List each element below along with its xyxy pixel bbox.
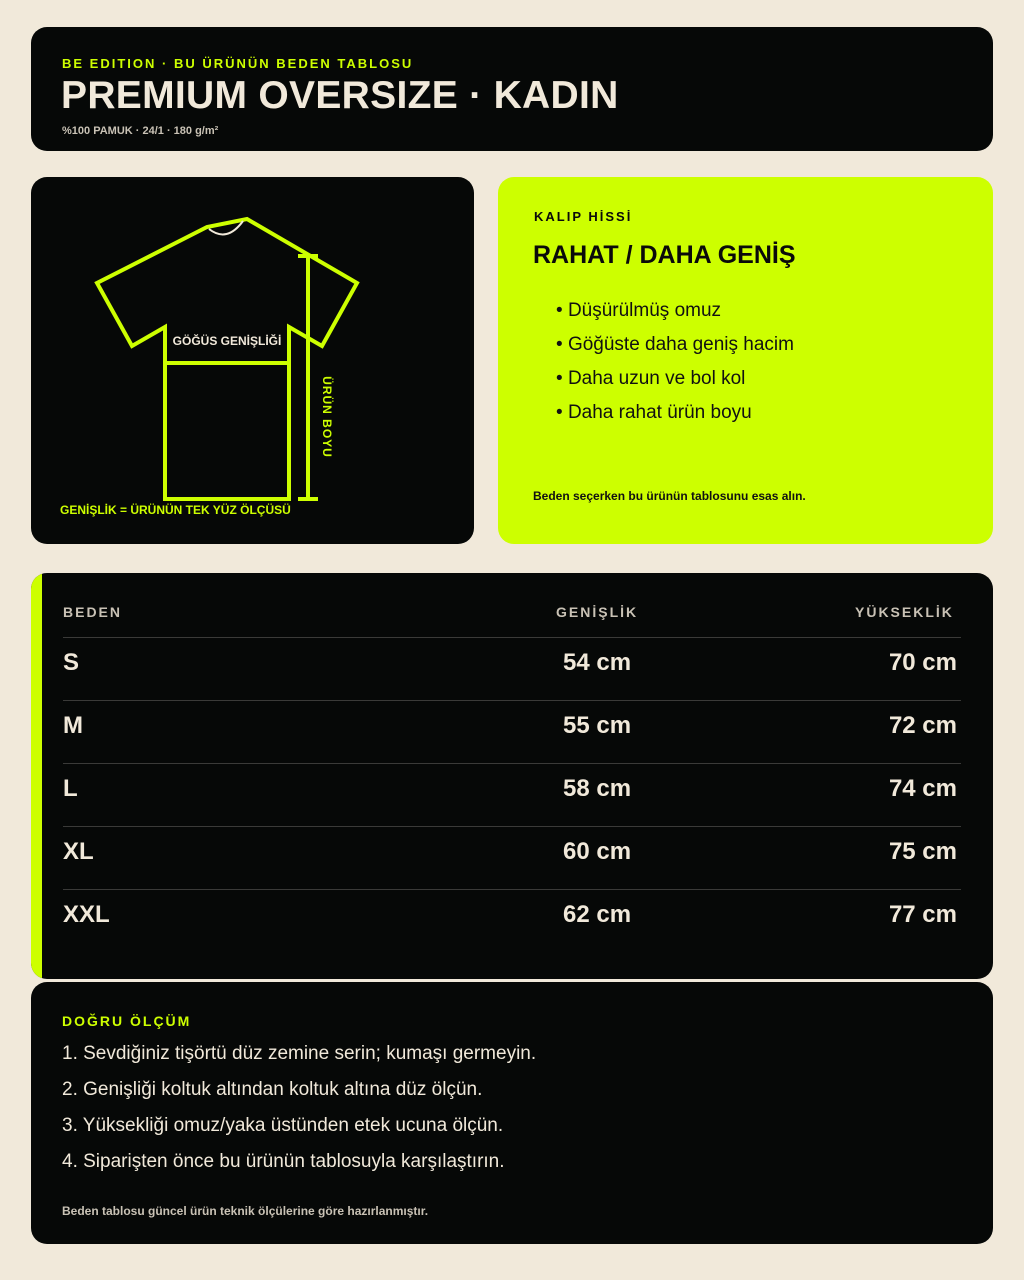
measure-step: 2. Genişliği koltuk altından koltuk altına düz ölçün.	[62, 1079, 483, 1100]
size-cell: S	[63, 649, 80, 676]
fit-bullet: • Göğüste daha geniş hacim	[556, 332, 794, 366]
fit-note: Beden seçerken bu ürünün tablosunu esas alın.	[533, 489, 806, 503]
header-panel	[31, 27, 993, 151]
tshirt-diagram	[31, 177, 474, 544]
height-cell: 72 cm	[888, 712, 957, 739]
fit-bullet: • Daha rahat ürün boyu	[556, 400, 794, 434]
table-row	[63, 826, 961, 890]
measure-panel	[31, 982, 993, 1244]
width-cell: 54 cm	[563, 649, 632, 676]
table-row	[63, 637, 961, 701]
width-cell: 55 cm	[563, 712, 632, 739]
fit-kicker: KALIP HİSSİ	[534, 209, 633, 224]
height-cell: 75 cm	[888, 838, 957, 865]
footnote: Beden tablosu güncel ürün teknik ölçülerine göre hazırlanmıştır.	[62, 1204, 429, 1218]
size-cell: M	[63, 712, 83, 739]
fit-bullet-list	[556, 298, 794, 434]
header-kicker: BE EDITION · BU ÜRÜNÜN BEDEN TABLOSU	[62, 56, 414, 71]
table-row	[63, 700, 961, 764]
width-cell: 58 cm	[563, 775, 632, 802]
height-cell: 70 cm	[888, 649, 957, 676]
height-cell: 74 cm	[888, 775, 957, 802]
fabric-spec: %100 PAMUK · 24/1 · 180 g/m²	[62, 125, 219, 137]
table-row	[63, 889, 961, 953]
measure-step: 1. Sevdiğiniz tişörtü düz zemine serin; kumaşı germeyin.	[62, 1043, 537, 1064]
measure-step: 4. Siparişten önce bu ürünün tablosuyla karşılaştırın.	[62, 1151, 505, 1172]
header-height: YÜKSEKLİK	[855, 604, 954, 620]
width-cell: 62 cm	[563, 901, 632, 928]
measure-step: 3. Yüksekliği omuz/yaka üstünden etek ucuna ölçün.	[62, 1115, 504, 1136]
fit-card	[498, 177, 993, 544]
fit-bullet: • Daha uzun ve bol kol	[556, 366, 794, 400]
size-cell: XL	[63, 838, 94, 865]
width-note: GENİŞLİK = ÜRÜNÜN TEK YÜZ ÖLÇÜSÜ	[60, 503, 291, 517]
fit-bullet: • Düşürülmüş omuz	[556, 298, 794, 332]
width-cell: 60 cm	[563, 838, 632, 865]
accent-bar	[31, 573, 42, 979]
size-cell: XXL	[63, 901, 110, 928]
page-title: PREMIUM OVERSIZE · KADIN	[61, 74, 619, 117]
fit-headline: RAHAT / DAHA GENİŞ	[533, 241, 796, 269]
height-cell: 77 cm	[888, 901, 957, 928]
size-cell: L	[63, 775, 78, 802]
measure-kicker: DOĞRU ÖLÇÜM	[62, 1013, 192, 1029]
chest-label: GÖĞÜS GENİŞLİĞİ	[172, 334, 282, 348]
tshirt-diagram-panel	[31, 177, 474, 544]
header-size: BEDEN	[63, 604, 123, 620]
length-label: ÜRÜN BOYU	[320, 376, 334, 458]
table-row	[63, 763, 961, 827]
tshirt-outline	[97, 219, 357, 499]
measure-steps	[62, 1040, 536, 1184]
header-width: GENİŞLİK	[556, 604, 639, 620]
